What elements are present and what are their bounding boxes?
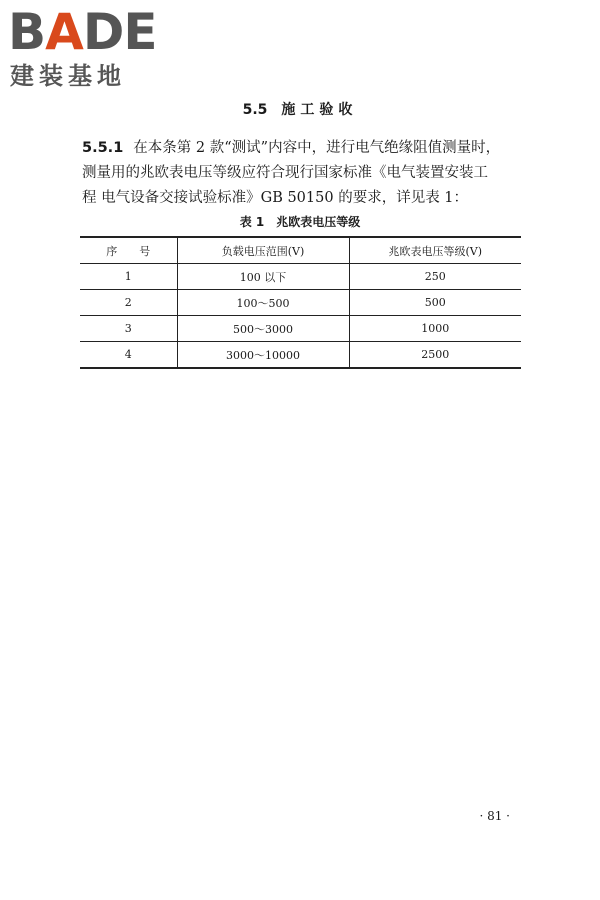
- section-number: 5.5: [242, 102, 268, 118]
- header-index: 序 号: [80, 237, 177, 264]
- table-header-row: [80, 237, 521, 264]
- cell-load-voltage-range: 100 以下: [177, 264, 349, 290]
- cell-megohmmeter-voltage: 1000: [349, 316, 521, 342]
- table-caption-number: 表 1: [239, 215, 265, 229]
- cell-index: 2: [80, 290, 177, 316]
- table-caption: [0, 213, 600, 231]
- paragraph-text-1: 在本条第 2 款“测试”内容中，进行电气绝缘阻值测量时，: [133, 140, 501, 156]
- cell-index: 3: [80, 316, 177, 342]
- cell-megohmmeter-voltage: 2500: [349, 342, 521, 369]
- cell-index: 1: [80, 264, 177, 290]
- clause-number: 5.5.1: [82, 140, 124, 156]
- cell-load-voltage-range: 3000～10000: [177, 342, 349, 369]
- table-row: [80, 342, 521, 369]
- brand-letter-b: B: [8, 3, 46, 61]
- table-row: [80, 290, 521, 316]
- paragraph-line-2: 测量用的兆欧表电压等级应符合现行国家标准《电气装置安装工: [82, 165, 488, 181]
- section-heading: [0, 100, 600, 120]
- brand-letter-a: A: [45, 3, 83, 61]
- table-row: [80, 264, 521, 290]
- cell-megohmmeter-voltage: 500: [349, 290, 521, 316]
- table-caption-title: 兆欧表电压等级: [276, 215, 361, 229]
- brand-wordmark: [8, 3, 157, 61]
- megohmmeter-voltage-table: [80, 236, 521, 369]
- header-load-voltage-range: 负载电压范围(V): [177, 237, 349, 264]
- cell-load-voltage-range: 500～3000: [177, 316, 349, 342]
- paragraph-line-1: [82, 136, 524, 161]
- cell-load-voltage-range: 100～500: [177, 290, 349, 316]
- section-title: 施工验收: [281, 102, 358, 118]
- brand-logo: [8, 3, 176, 90]
- header-megohmmeter-voltage: 兆欧表电压等级(V): [349, 237, 521, 264]
- cell-megohmmeter-voltage: 250: [349, 264, 521, 290]
- table-row: [80, 316, 521, 342]
- clause-paragraph: [82, 136, 524, 211]
- paragraph-line-3: 程 电气设备交接试验标准》GB 50150 的要求，详见表 1：: [82, 190, 469, 206]
- page-number: · 81 ·: [479, 809, 510, 823]
- brand-letters-de: DE: [82, 3, 157, 61]
- cell-index: 4: [80, 342, 177, 369]
- brand-subtitle: 建装基地: [10, 62, 126, 90]
